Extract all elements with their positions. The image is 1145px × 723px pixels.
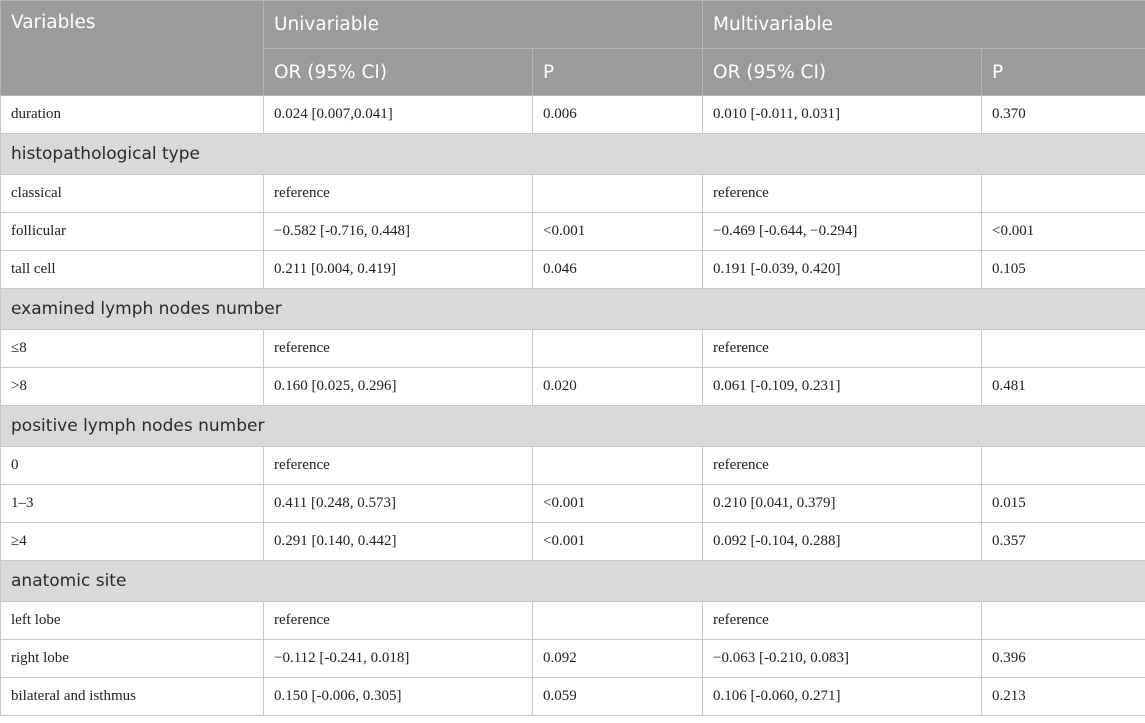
cell-multi-or-ci: reference <box>703 175 982 213</box>
section-label: examined lymph nodes number <box>1 289 1145 330</box>
cell-multi-p <box>982 447 1145 485</box>
header-variables: Variables <box>1 1 264 96</box>
row-label: tall cell <box>1 251 264 289</box>
cell-multi-p: 0.213 <box>982 678 1145 716</box>
table-header <box>1 1 1145 96</box>
header-uni-p: P <box>533 49 703 96</box>
cell-uni-p: 0.092 <box>533 640 703 678</box>
cell-uni-p: <0.001 <box>533 213 703 251</box>
table-row <box>1 213 1145 251</box>
header-univariable: Univariable <box>264 1 703 49</box>
cell-uni-p <box>533 447 703 485</box>
cell-uni-or-ci: 0.411 [0.248, 0.573] <box>264 485 533 523</box>
cell-multi-or-ci: 0.061 [-0.109, 0.231] <box>703 368 982 406</box>
cell-uni-p: 0.006 <box>533 96 703 134</box>
row-label: >8 <box>1 368 264 406</box>
cell-multi-p: <0.001 <box>982 213 1145 251</box>
row-label: duration <box>1 96 264 134</box>
row-label: 1–3 <box>1 485 264 523</box>
cell-multi-or-ci: 0.106 [-0.060, 0.271] <box>703 678 982 716</box>
cell-multi-or-ci: −0.469 [-0.644, −0.294] <box>703 213 982 251</box>
header-multivariable: Multivariable <box>703 1 1145 49</box>
cell-uni-p: 0.059 <box>533 678 703 716</box>
cell-uni-p <box>533 330 703 368</box>
table-row <box>1 447 1145 485</box>
cell-uni-or-ci: 0.024 [0.007,0.041] <box>264 96 533 134</box>
cell-uni-p: <0.001 <box>533 485 703 523</box>
table-row <box>1 678 1145 716</box>
table-row <box>1 175 1145 213</box>
table-row <box>1 523 1145 561</box>
section-row <box>1 406 1145 447</box>
table-row <box>1 368 1145 406</box>
header-multi-p: P <box>982 49 1145 96</box>
cell-multi-p <box>982 330 1145 368</box>
cell-uni-or-ci: reference <box>264 447 533 485</box>
cell-uni-p: 0.046 <box>533 251 703 289</box>
cell-multi-or-ci: −0.063 [-0.210, 0.083] <box>703 640 982 678</box>
cell-uni-p <box>533 175 703 213</box>
row-label: right lobe <box>1 640 264 678</box>
section-label: anatomic site <box>1 561 1145 602</box>
cell-multi-p: 0.105 <box>982 251 1145 289</box>
table-row <box>1 640 1145 678</box>
cell-multi-p: 0.370 <box>982 96 1145 134</box>
row-label: ≥4 <box>1 523 264 561</box>
cell-multi-or-ci: reference <box>703 602 982 640</box>
cell-multi-p <box>982 602 1145 640</box>
cell-uni-or-ci: 0.160 [0.025, 0.296] <box>264 368 533 406</box>
row-label: 0 <box>1 447 264 485</box>
cell-multi-or-ci: reference <box>703 330 982 368</box>
cell-uni-or-ci: −0.112 [-0.241, 0.018] <box>264 640 533 678</box>
cell-uni-or-ci: reference <box>264 330 533 368</box>
section-label: histopathological type <box>1 134 1145 175</box>
table-row <box>1 485 1145 523</box>
cell-uni-or-ci: reference <box>264 175 533 213</box>
table-row <box>1 602 1145 640</box>
row-label: classical <box>1 175 264 213</box>
section-row <box>1 289 1145 330</box>
table-row <box>1 96 1145 134</box>
cell-uni-or-ci: 0.291 [0.140, 0.442] <box>264 523 533 561</box>
header-row-groups <box>1 1 1145 49</box>
table-body <box>1 96 1145 716</box>
row-label: ≤8 <box>1 330 264 368</box>
row-label: follicular <box>1 213 264 251</box>
section-row <box>1 134 1145 175</box>
row-label: left lobe <box>1 602 264 640</box>
section-row <box>1 561 1145 602</box>
cell-multi-or-ci: 0.191 [-0.039, 0.420] <box>703 251 982 289</box>
cell-multi-or-ci: 0.010 [-0.011, 0.031] <box>703 96 982 134</box>
row-label: bilateral and isthmus <box>1 678 264 716</box>
cell-multi-p: 0.357 <box>982 523 1145 561</box>
cell-uni-or-ci: −0.582 [-0.716, 0.448] <box>264 213 533 251</box>
cell-multi-or-ci: 0.210 [0.041, 0.379] <box>703 485 982 523</box>
cell-multi-or-ci: 0.092 [-0.104, 0.288] <box>703 523 982 561</box>
cell-multi-p <box>982 175 1145 213</box>
cell-uni-p: <0.001 <box>533 523 703 561</box>
cell-multi-p: 0.015 <box>982 485 1145 523</box>
table-row <box>1 330 1145 368</box>
header-multi-or-ci: OR (95% CI) <box>703 49 982 96</box>
cell-multi-p: 0.396 <box>982 640 1145 678</box>
cell-uni-or-ci: 0.150 [-0.006, 0.305] <box>264 678 533 716</box>
cell-uni-p: 0.020 <box>533 368 703 406</box>
cell-uni-or-ci: reference <box>264 602 533 640</box>
cell-uni-or-ci: 0.211 [0.004, 0.419] <box>264 251 533 289</box>
section-label: positive lymph nodes number <box>1 406 1145 447</box>
table-row <box>1 251 1145 289</box>
cell-uni-p <box>533 602 703 640</box>
header-uni-or-ci: OR (95% CI) <box>264 49 533 96</box>
cell-multi-or-ci: reference <box>703 447 982 485</box>
cell-multi-p: 0.481 <box>982 368 1145 406</box>
